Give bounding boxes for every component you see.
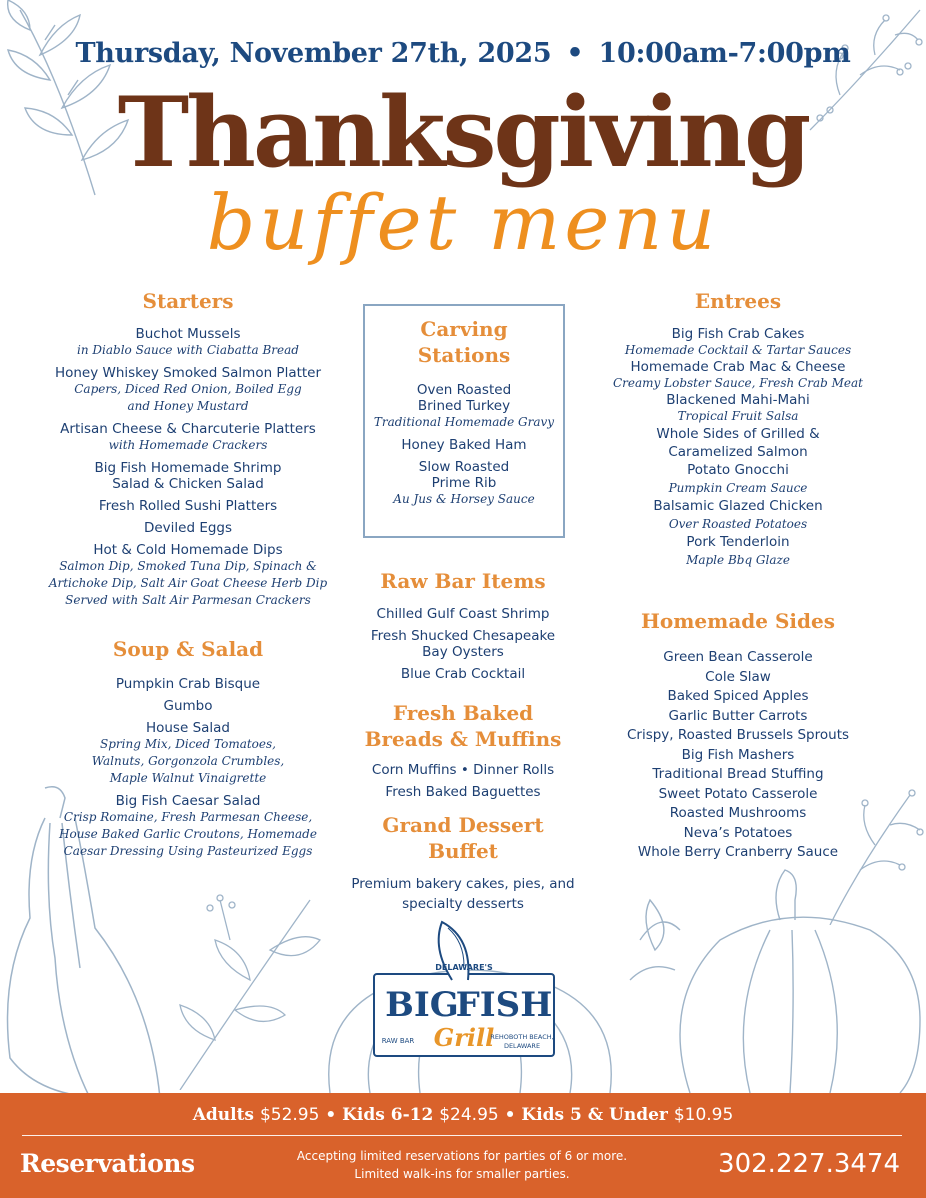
price-separator: • (325, 1105, 337, 1125)
section-title-carving-1: Carving (420, 317, 508, 341)
menu-item: Pork Tenderloin (686, 534, 790, 550)
raw-bar-section (340, 568, 586, 682)
page-subtitle: buffet menu (206, 178, 720, 267)
menu-item: Pumpkin Crab Bisque (115, 676, 261, 692)
menu-item: Traditional Bread Stuffing (652, 766, 824, 782)
logo-fish-text: FISH (455, 985, 553, 1025)
menu-item-desc: House Baked Garlic Croutons, Homemade (59, 827, 317, 841)
reservations-note (262, 1147, 662, 1183)
menu-item: Sweet Potato Casserole (658, 785, 818, 802)
section-title-dessert-2: Buffet (428, 839, 498, 863)
menu-item: Fresh Baked Baguettes (385, 784, 541, 800)
menu-item: Crispy, Roasted Brussels Sprouts (626, 727, 850, 743)
menu-item-desc: Capers, Diced Red Onion, Boiled Egg (74, 382, 302, 396)
menu-item-desc: Walnuts, Gorgonzola Crumbles, (91, 754, 285, 768)
event-hours: 10:00am-7:00pm (598, 38, 851, 69)
section-title-breads-2: Breads & Muffins (364, 727, 562, 751)
menu-item-desc: in Diablo Sauce with Ciabatta Bread (77, 343, 299, 357)
section-title-raw-bar: Raw Bar Items (380, 569, 546, 593)
logo-location-text-1: REHOBOTH BEACH, (490, 1033, 554, 1041)
menu-item: Baked Spiced Apples (667, 688, 809, 704)
menu-item: Homemade Crab Mac & Cheese (630, 359, 846, 375)
menu-item: House Salad (145, 720, 231, 736)
sides-section (610, 608, 866, 863)
menu-item: Slow Roasted (418, 459, 510, 475)
small-kids-label: Kids 5 & Under (521, 1105, 668, 1125)
kids-price: $24.95 (439, 1105, 499, 1125)
menu-item: Big Fish Mashers (681, 746, 795, 763)
logo-grill-text: Grill (433, 1023, 495, 1052)
menu-item: Roasted Mushrooms (669, 805, 807, 821)
menu-item: Prime Rib (431, 475, 497, 491)
menu-item: Whole Berry Cranberry Sauce (637, 844, 839, 860)
menu-item: Neva’s Potatoes (683, 824, 793, 841)
section-title-carving-2: Stations (417, 343, 511, 367)
menu-item: Deviled Eggs (143, 520, 233, 536)
reservations-note-line-1: Accepting limited reservations for parties of 6 or more. (296, 1149, 628, 1163)
menu-item: Hot & Cold Homemade Dips (93, 542, 283, 558)
menu-item: Premium bakery cakes, pies, and (351, 876, 575, 892)
separator-dot: • (566, 38, 584, 69)
menu-item: Green Bean Casserole (663, 649, 813, 665)
menu-item: Fresh Rolled Sushi Platters (98, 498, 278, 514)
menu-item-desc: Salmon Dip, Smoked Tuna Dip, Spinach & (59, 559, 317, 573)
menu-item-desc: Maple Bbq Glaze (686, 553, 790, 567)
small-kids-price: $10.95 (673, 1105, 734, 1125)
menu-item: Bay Oysters (422, 644, 504, 660)
section-title-dessert-1: Grand Dessert (382, 813, 544, 837)
menu-item: Salad & Chicken Salad (112, 476, 264, 492)
adults-price: $52.95 (259, 1105, 320, 1125)
kids-label: Kids 6-12 (342, 1105, 434, 1125)
menu-item-desc: Crisp Romaine, Fresh Parmesan Cheese, (63, 810, 313, 824)
reservations-label: Reservations (20, 1149, 195, 1178)
event-date: Thursday, November 27th, 2025 (75, 38, 552, 69)
logo-big-text: BIG (385, 985, 459, 1025)
carving-stations-box (363, 304, 565, 538)
starters-section (40, 288, 336, 609)
page-title: Thanksgiving (117, 76, 809, 189)
menu-item-desc: Spring Mix, Diced Tomatoes, (100, 737, 276, 751)
menu-item: Blackened Mahi-Mahi (666, 392, 810, 408)
menu-item-desc: Artichoke Dip, Salt Air Goat Cheese Herb Dip (48, 576, 328, 590)
menu-item-desc: Served with Salt Air Parmesan Crackers (65, 593, 311, 607)
menu-item: Gumbo (163, 698, 213, 714)
dessert-section (340, 812, 586, 914)
logo-top-text: DELAWARE'S (435, 963, 493, 972)
menu-item-desc: and Honey Mustard (127, 399, 249, 413)
adults-label: Adults (192, 1105, 255, 1125)
menu-item: specialty desserts (402, 896, 524, 912)
section-title-soup-salad: Soup & Salad (112, 637, 264, 661)
menu-item: Whole Sides of Grilled & (656, 426, 820, 442)
menu-item-desc: Tropical Fruit Salsa (677, 409, 799, 423)
menu-item-desc: Maple Walnut Vinaigrette (109, 771, 267, 785)
footer-bar (0, 1093, 926, 1198)
event-date-line (0, 38, 926, 69)
section-title-starters: Starters (142, 289, 234, 313)
menu-item: Big Fish Crab Cakes (671, 326, 805, 342)
menu-item-desc: Homemade Cocktail & Tartar Sauces (624, 343, 852, 357)
menu-item-desc: Creamy Lobster Sauce, Fresh Crab Meat (612, 376, 863, 390)
footer-divider (22, 1135, 902, 1136)
phone-number[interactable]: 302.227.3474 (718, 1149, 900, 1179)
menu-item-desc: Caesar Dressing Using Pasteurized Eggs (63, 844, 313, 858)
menu-item: Big Fish Caesar Salad (115, 793, 261, 809)
menu-item: Caramelized Salmon (668, 444, 808, 460)
pricing-line (0, 1105, 926, 1125)
menu-item: Oven Roasted (416, 382, 512, 398)
menu-item: Fresh Shucked Chesapeake (370, 628, 556, 644)
menu-item: Buchot Mussels (135, 326, 241, 342)
entrees-section (610, 288, 866, 569)
menu-item: Blue Crab Cocktail (400, 666, 526, 682)
menu-item: Big Fish Homemade Shrimp (94, 460, 282, 476)
menu-item: Cole Slaw (705, 668, 771, 685)
menu-item-desc: Traditional Homemade Gravy (373, 415, 555, 429)
menu-item: Honey Baked Ham (401, 437, 527, 453)
menu-item: Potato Gnocchi (687, 462, 789, 478)
section-title-sides: Homemade Sides (641, 609, 835, 633)
price-separator: • (504, 1105, 516, 1125)
menu-item: Garlic Butter Carrots (668, 707, 808, 724)
menu-item: Brined Turkey (417, 398, 511, 414)
menu-item: Chilled Gulf Coast Shrimp (376, 606, 550, 622)
menu-item-desc: Over Roasted Potatoes (668, 517, 808, 531)
menu-item: Balsamic Glazed Chicken (653, 498, 823, 514)
menu-item: Corn Muffins • Dinner Rolls (371, 762, 555, 778)
breads-section (340, 700, 586, 800)
section-title-entrees: Entrees (694, 289, 782, 313)
menu-item: Artisan Cheese & Charcuterie Platters (60, 421, 316, 437)
menu-item: Honey Whiskey Smoked Salmon Platter (54, 365, 322, 381)
menu-item-desc: with Homemade Crackers (108, 438, 268, 452)
reservations-note-line-2: Limited walk-ins for smaller parties. (354, 1167, 570, 1181)
section-title-breads-1: Fresh Baked (392, 701, 534, 725)
menu-item-desc: Au Jus & Horsey Sauce (393, 492, 535, 506)
big-fish-grill-logo (372, 918, 556, 1058)
menu-item-desc: Pumpkin Cream Sauce (668, 481, 808, 495)
soup-salad-section (40, 636, 336, 860)
logo-raw-bar-text: RAW BAR (381, 1037, 415, 1045)
logo-location-text-2: DELAWARE (503, 1042, 541, 1050)
